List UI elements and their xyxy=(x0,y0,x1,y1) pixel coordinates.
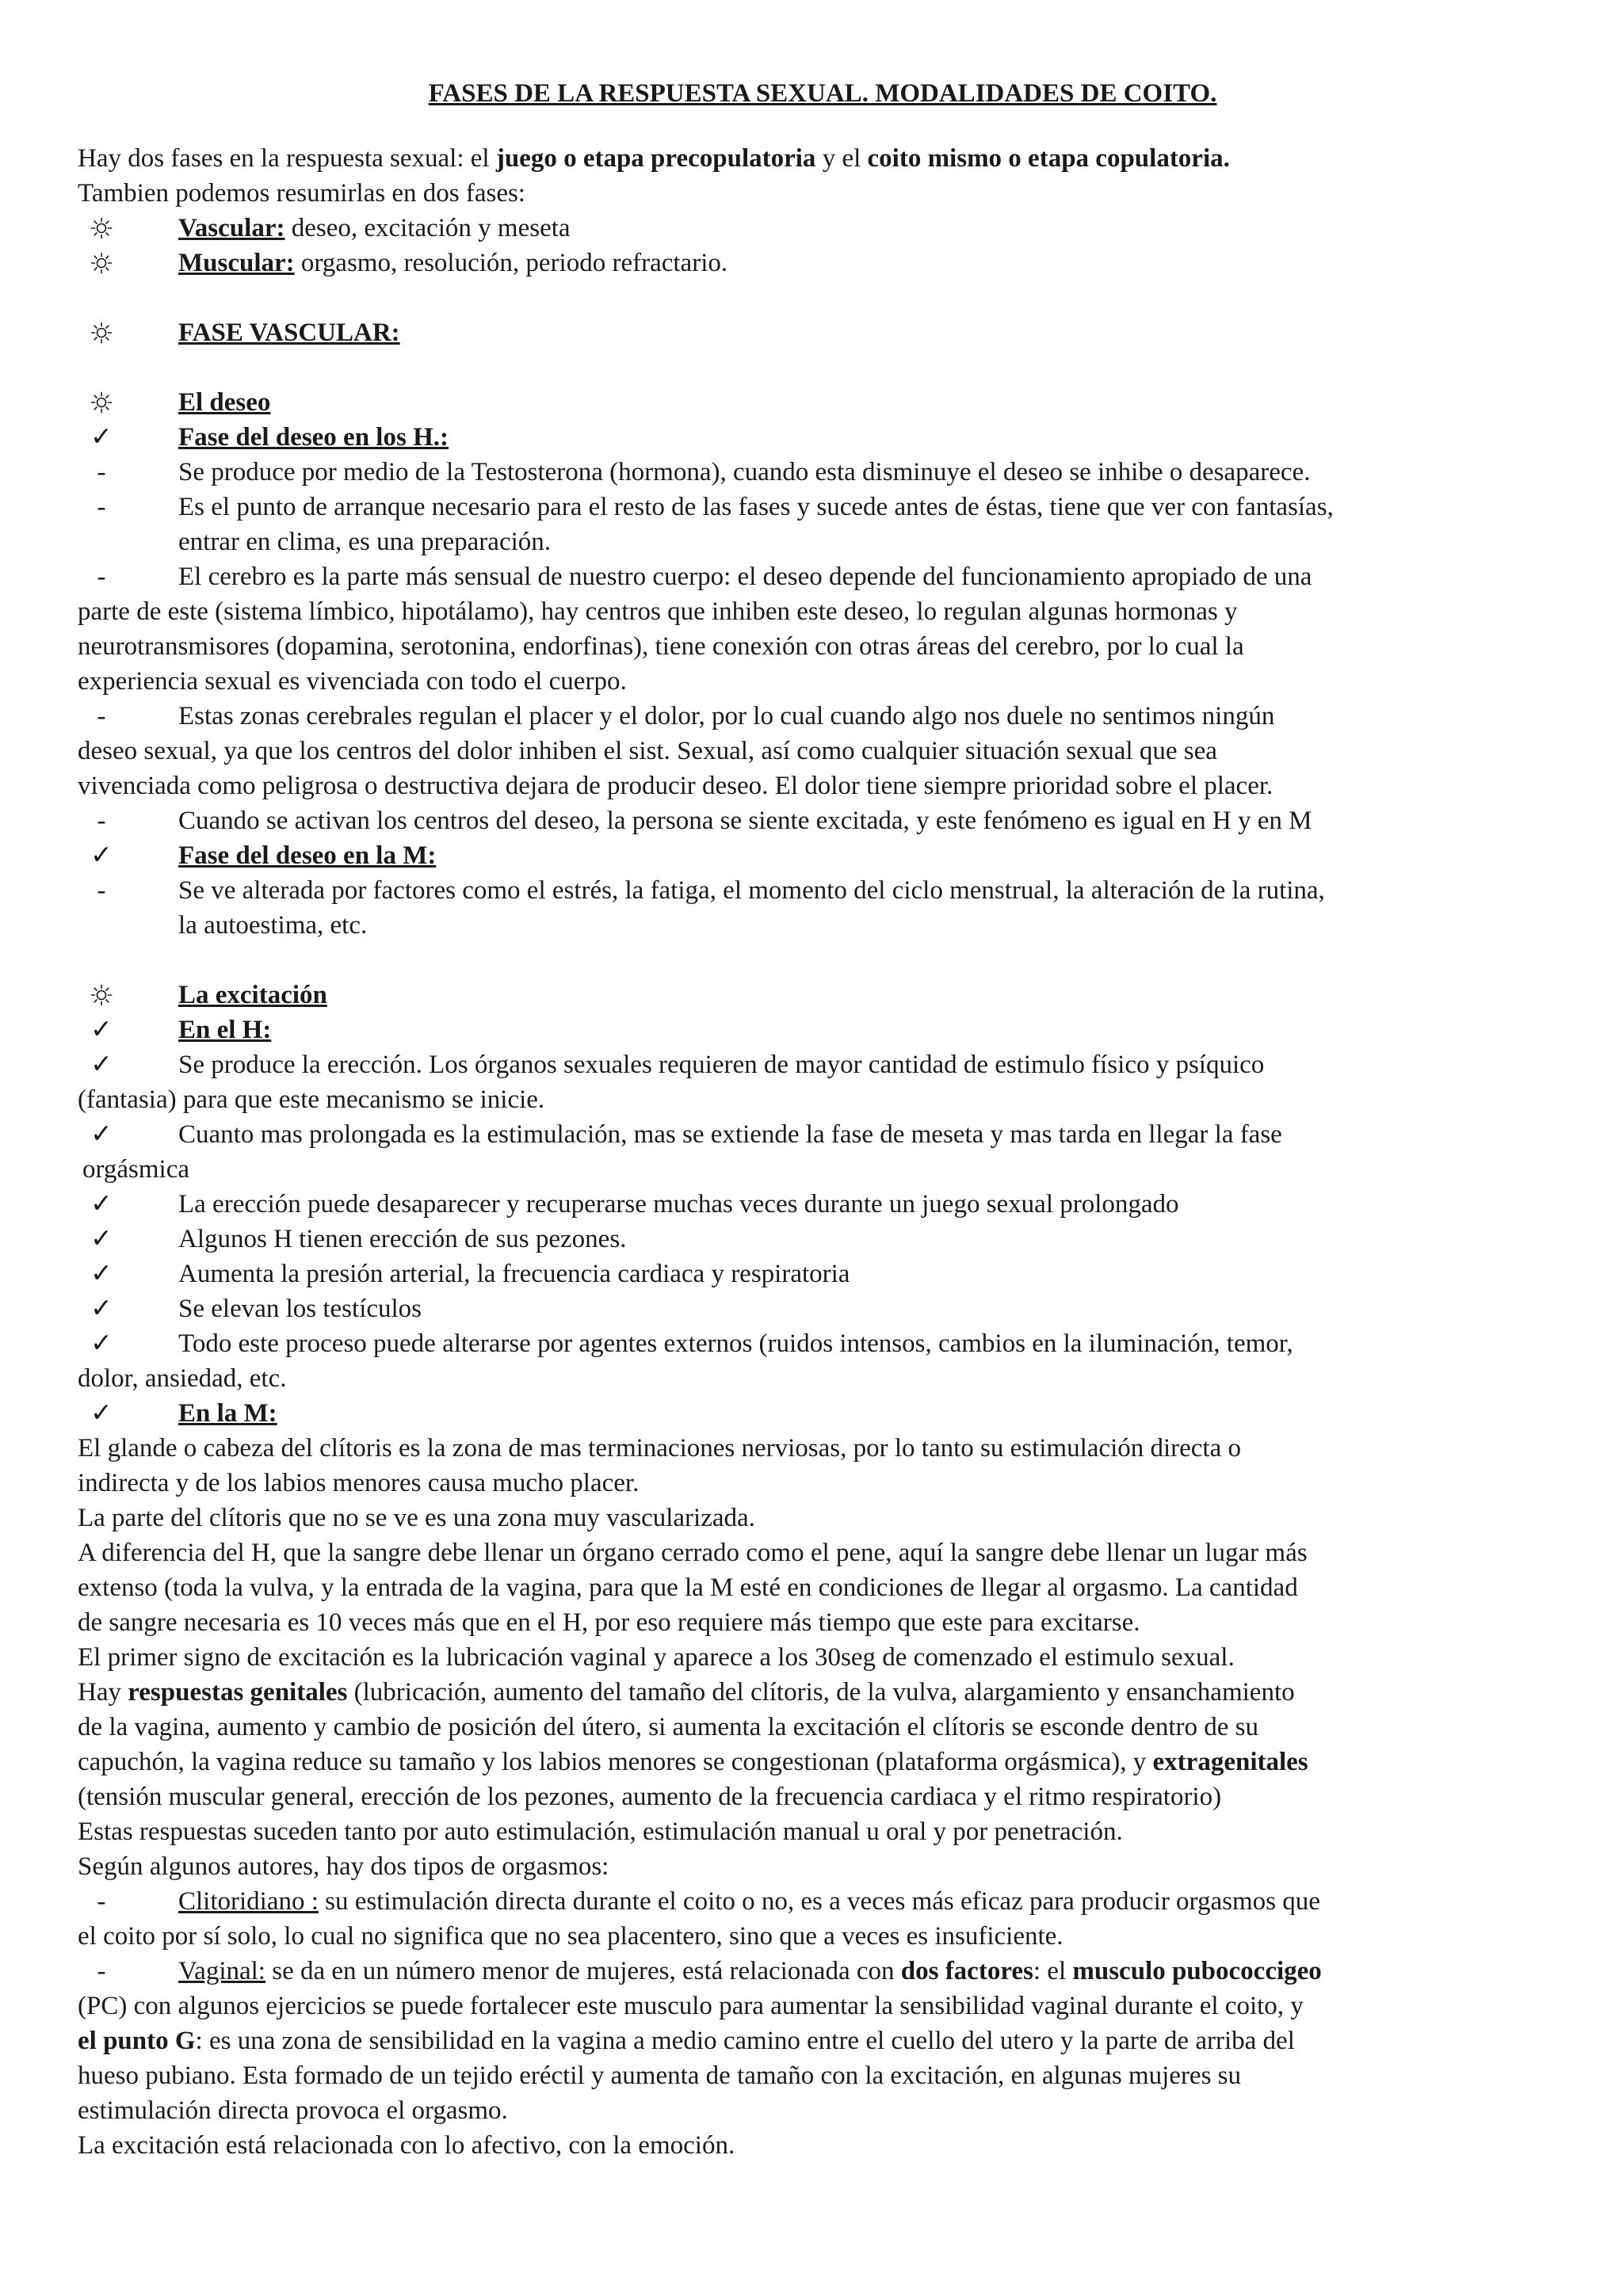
dash-bullet: - xyxy=(97,493,106,521)
paragraph-line: parte de este (sistema límbico, hipotálamo), hay centros que inhiben este deseo, lo regulan algunas hormonas y xyxy=(78,597,1238,626)
paragraph-line: A diferencia del H, que la sangre debe llenar un órgano cerrado como el pene, aquí la sangre debe llenar un lugar más xyxy=(78,1539,1308,1567)
phase-label: Muscular: xyxy=(178,249,295,277)
dash-item-cont: la autoestima, etc. xyxy=(178,911,368,940)
dash-bullet: - xyxy=(97,1887,106,1916)
paragraph-line: experiencia sexual es vivenciada con todo el cuerpo. xyxy=(78,667,627,696)
dash-item: - Cuando se activan los centros del deseo, la persona se siente excitada, y este fenómeno es igual en H y en M xyxy=(78,803,1568,838)
dash-item-cont: entrar en clima, es una preparación. xyxy=(178,528,552,556)
sun-bullet-icon xyxy=(78,385,125,420)
check-icon: ✓ xyxy=(90,1051,113,1079)
dash-bullet: - xyxy=(97,563,106,591)
paragraph-line: vivenciada como peligrosa o destructiva dejara de producir deseo. El dolor tiene siempre prioridad sobre el placer. xyxy=(78,772,1274,800)
paragraph-line: (PC) con algunos ejercicios se puede fortalecer este musculo para aumentar la sensibilidad vaginal durante el coito, y xyxy=(78,1992,1304,2020)
section-heading: FASE VASCULAR: xyxy=(78,315,1568,350)
sun-bullet-icon xyxy=(78,211,125,246)
check-icon: ✓ xyxy=(90,1329,113,1358)
paragraph-line: estimulación directa provoca el orgasmo. xyxy=(78,2096,508,2125)
sun-bullet-icon xyxy=(78,978,125,1013)
check-icon: ✓ xyxy=(90,1225,113,1253)
paragraph-line: de la vagina, aumento y cambio de posición del útero, si aumenta la excitación el clítoris se esconde dentro de su xyxy=(78,1713,1259,1741)
check-item: ✓ Algunos H tienen erección de sus pezones. xyxy=(78,1222,1568,1257)
dash-item: - Estas zonas cerebrales regulan el placer y el dolor, por lo cual cuando algo nos duele no sentimos ningún xyxy=(78,699,1568,734)
paragraph-line: el coito por sí solo, lo cual no significa que no sea placentero, sino que a veces es insuficiente. xyxy=(78,1922,1064,1951)
dash-bullet: - xyxy=(97,876,106,905)
check-icon: ✓ xyxy=(90,1190,113,1219)
intro-line-2: Tambien podemos resumirlas en dos fases: xyxy=(78,179,525,208)
checklist-heading: ✓ En la M: xyxy=(78,1396,1568,1431)
bold-term: extragenitales xyxy=(1152,1748,1308,1776)
checklist-heading: ✓ Fase del deseo en la M: xyxy=(78,838,1568,873)
paragraph-line: el punto G: es una zona de sensibilidad en la vagina a medio camino entre el cuello del utero y la parte de arriba del xyxy=(78,2027,1295,2055)
check-item: ✓ Aumenta la presión arterial, la frecuencia cardiaca y respiratoria xyxy=(78,1257,1568,1291)
paragraph-line: capuchón, la vagina reduce su tamaño y los labios menores se congestionan (plataforma orgásmica), y extragenitales xyxy=(78,1748,1308,1776)
check-icon: ✓ xyxy=(90,1016,113,1044)
dash-bullet: - xyxy=(97,1957,106,1985)
dash-item: - Se produce por medio de la Testosterona (hormona), cuando esta disminuye el deseo se inhibe o desaparece. xyxy=(78,455,1568,490)
check-item: ✓ La erección puede desaparecer y recuperarse muchas veces durante un juego sexual prolongado xyxy=(78,1187,1568,1222)
check-icon: ✓ xyxy=(90,423,113,452)
paragraph-line: El glande o cabeza del clítoris es la zona de mas terminaciones nerviosas, por lo tanto su estimulación directa o xyxy=(78,1434,1242,1463)
paragraph-line: La parte del clítoris que no se ve es una zona muy vascularizada. xyxy=(78,1504,755,1532)
dash-item: - Es el punto de arranque necesario para el resto de las fases y sucede antes de éstas, tiene que ver con fantasías, xyxy=(78,490,1568,524)
subsection-heading: El deseo xyxy=(78,385,1568,420)
paragraph-line: orgásmica xyxy=(82,1155,190,1184)
dash-bullet: - xyxy=(97,807,106,835)
dash-item: - Vaginal: se da en un número menor de mujeres, está relacionada con dos factores: el musculo pubococcigeo xyxy=(78,1954,1568,1989)
intro-line-1 xyxy=(78,141,1568,176)
paragraph-line: El primer signo de excitación es la lubricación vaginal y aparece a los 30seg de comenzado el estimulo sexual. xyxy=(78,1643,1235,1672)
intro-bold-term: coito mismo o etapa copulatoria. xyxy=(867,144,1230,173)
check-icon: ✓ xyxy=(90,1120,113,1149)
subsection-heading: La excitación xyxy=(78,978,1568,1013)
check-icon: ✓ xyxy=(90,1399,113,1428)
paragraph-line: Según algunos autores, hay dos tipos de orgasmos: xyxy=(78,1852,609,1881)
bold-term: respuestas genitales xyxy=(128,1678,348,1707)
check-item: ✓ Se elevan los testículos xyxy=(78,1291,1568,1326)
check-icon: ✓ xyxy=(90,1295,113,1323)
paragraph-line: deseo sexual, ya que los centros del dolor inhiben el sist. Sexual, así como cualquier situación sexual que sea xyxy=(78,737,1217,765)
bold-term: dos factores xyxy=(900,1957,1033,1985)
check-item: ✓ Cuanto mas prolongada es la estimulación, mas se extiende la fase de meseta y mas tarda en llegar la fase xyxy=(78,1117,1568,1152)
sun-bullet-icon xyxy=(78,246,125,280)
paragraph-line: extenso (toda la vulva, y la entrada de la vagina, para que la M esté en condiciones de llegar al orgasmo. La cantidad xyxy=(78,1573,1298,1602)
check-icon: ✓ xyxy=(90,841,113,870)
intro-bold-term: juego o etapa precopulatoria xyxy=(495,144,816,173)
paragraph-line: hueso pubiano. Esta formado de un tejido eréctil y aumenta de tamaño con la excitación, en algunas mujeres su xyxy=(78,2061,1242,2090)
check-item: ✓ Se produce la erección. Los órganos sexuales requieren de mayor cantidad de estimulo físico y psíquico xyxy=(78,1047,1568,1082)
dash-item: - El cerebro es la parte más sensual de nuestro cuerpo: el deseo depende del funcionamiento apropiado de una xyxy=(78,559,1568,594)
paragraph-line: La excitación está relacionada con lo afectivo, con la emoción. xyxy=(78,2131,735,2160)
paragraph-line: (tensión muscular general, erección de los pezones, aumento de la frecuencia cardiaca y el ritmo respiratorio) xyxy=(78,1783,1222,1811)
orgasm-type-label: Clitoridiano : xyxy=(178,1887,319,1916)
phase-item: Muscular: orgasmo, resolución, periodo refractario. xyxy=(78,246,1568,280)
document-title: FASES DE LA RESPUESTA SEXUAL. MODALIDADES DE COITO. xyxy=(428,79,1217,108)
paragraph-line: de sangre necesaria es 10 veces más que en el H, por eso requiere más tiempo que este para excitarse. xyxy=(78,1608,1140,1637)
paragraph-line: Hay respuestas genitales (lubricación, aumento del tamaño del clítoris, de la vulva, alargamiento y ensanchamiento xyxy=(78,1678,1295,1707)
bold-term: el punto G xyxy=(78,2027,196,2055)
bold-term: musculo pubococcigeo xyxy=(1072,1957,1322,1985)
checklist-heading: ✓ En el H: xyxy=(78,1013,1568,1047)
dash-bullet: - xyxy=(97,458,106,486)
check-icon: ✓ xyxy=(90,1260,113,1288)
checklist-heading: ✓ Fase del deseo en los H.: xyxy=(78,420,1568,455)
intro-text: y el xyxy=(815,144,868,173)
intro-text: Hay dos fases en la respuesta sexual: el xyxy=(78,144,496,173)
dash-item: - Clitoridiano : su estimulación directa durante el coito o no, es a veces más eficaz para producir orgasmos que xyxy=(78,1884,1568,1919)
sun-bullet-icon xyxy=(78,315,125,350)
check-item: ✓ Todo este proceso puede alterarse por agentes externos (ruidos intensos, cambios en la iluminación, temor, xyxy=(78,1326,1568,1361)
paragraph-line: indirecta y de los labios menores causa mucho placer. xyxy=(78,1469,640,1497)
document-page xyxy=(78,76,1568,2163)
dash-item: - Se ve alterada por factores como el estrés, la fatiga, el momento del ciclo menstrual, la alteración de la rutina, xyxy=(78,873,1568,908)
paragraph-line: neurotransmisores (dopamina, serotonina, endorfinas), tiene conexión con otras áreas del cerebro, por lo cual la xyxy=(78,632,1244,661)
paragraph-line: Estas respuestas suceden tanto por auto estimulación, estimulación manual u oral y por penetración. xyxy=(78,1817,1123,1846)
paragraph-line: dolor, ansiedad, etc. xyxy=(78,1364,287,1393)
phase-label: Vascular: xyxy=(178,214,285,242)
dash-bullet: - xyxy=(97,702,106,730)
orgasm-type-label: Vaginal: xyxy=(178,1957,265,1985)
phase-item: Vascular: deseo, excitación y meseta xyxy=(78,211,1568,246)
paragraph-line: (fantasia) para que este mecanismo se inicie. xyxy=(78,1085,545,1114)
